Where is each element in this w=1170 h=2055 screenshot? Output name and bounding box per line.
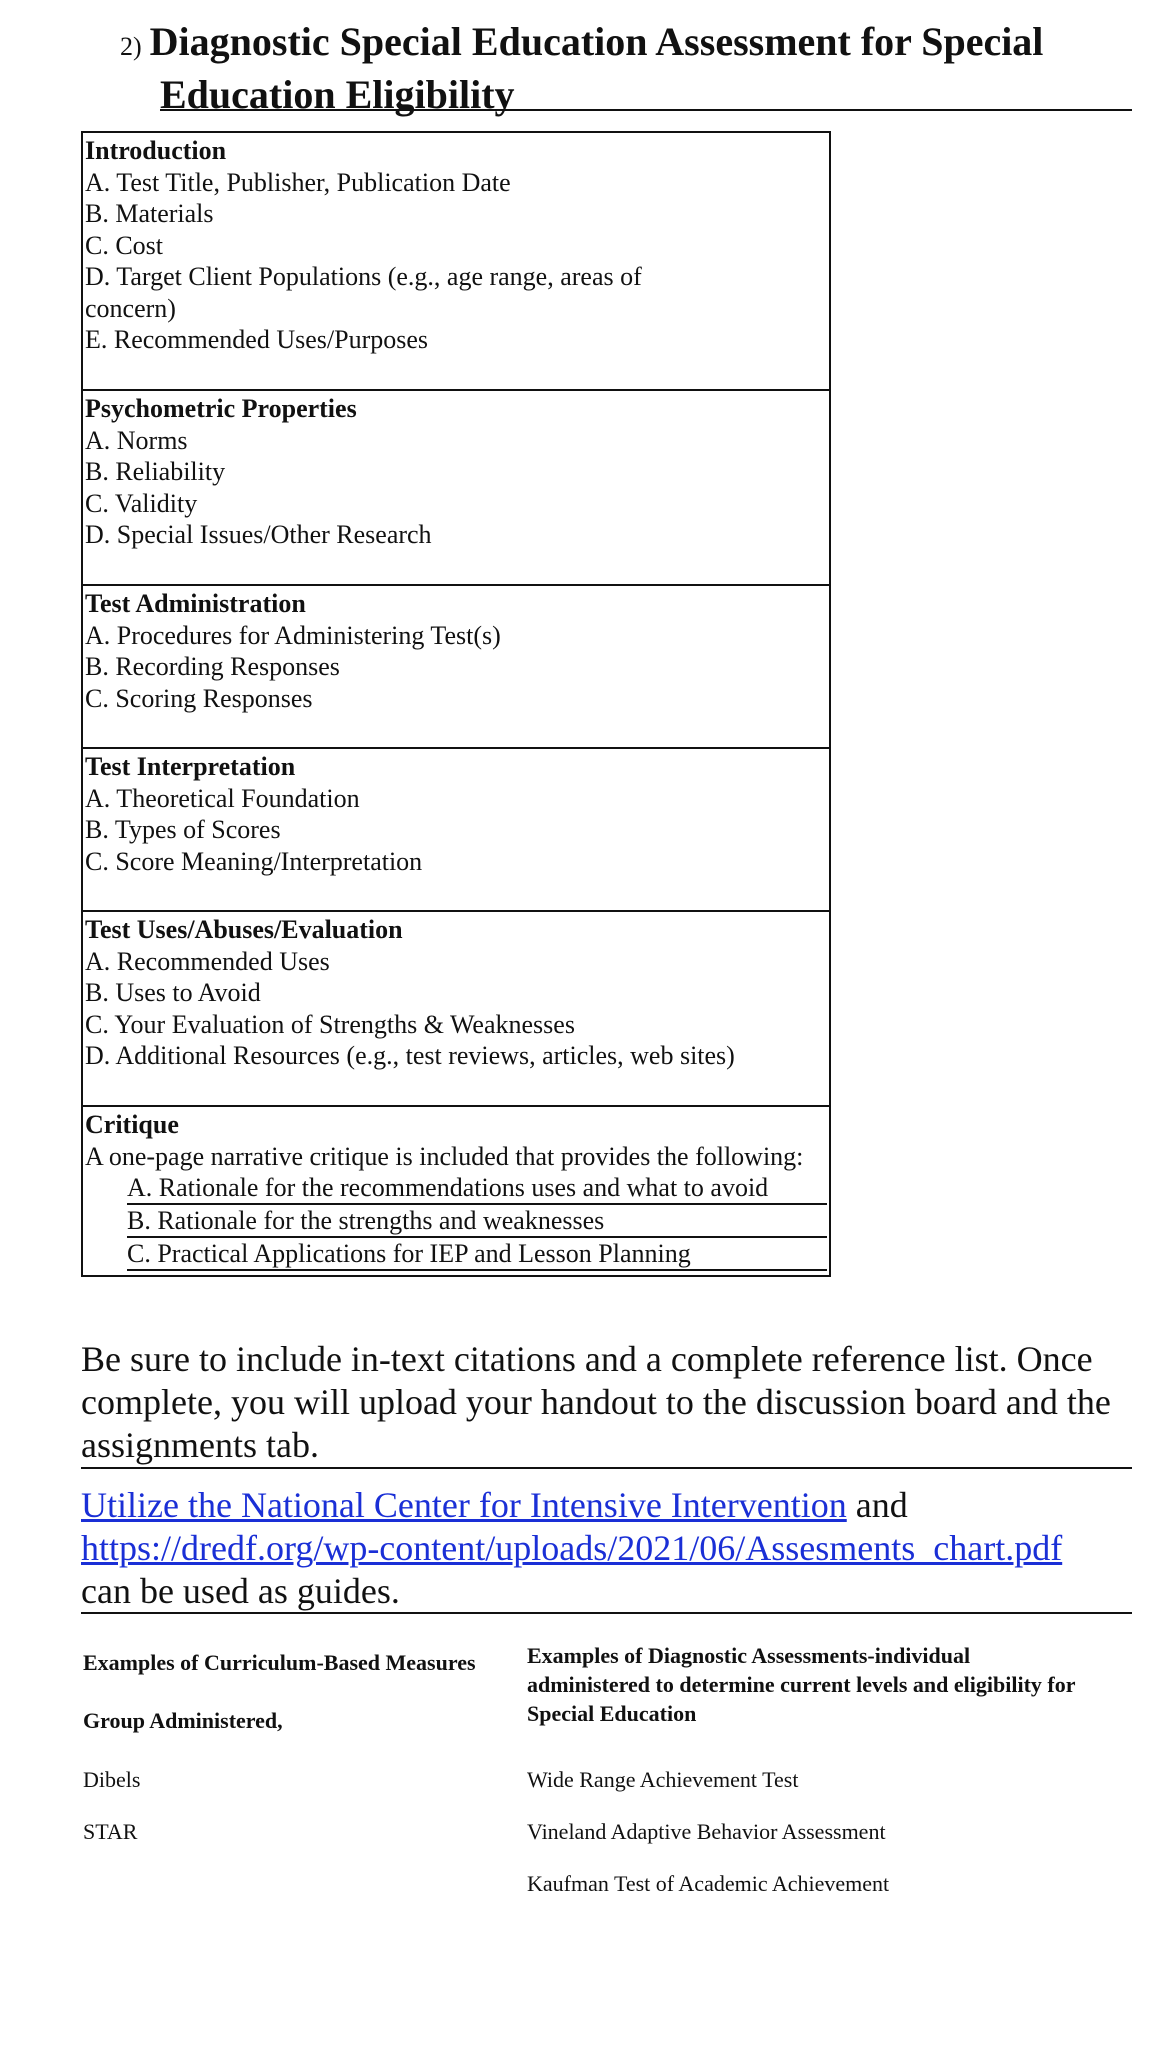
list-item: B. Reliability <box>85 457 226 486</box>
list-item: D. Target Client Populations (e.g., age range, areas of concern) <box>85 262 642 323</box>
table-cell: STAR <box>83 1818 138 1844</box>
heading-number: 2) <box>120 32 142 61</box>
dredf-chart-link[interactable]: https://dredf.org/wp-content/uploads/2021/06/Assesments_chart.pdf <box>81 1528 1063 1568</box>
table-row <box>81 1805 1081 1857</box>
list-item: D. Additional Resources (e.g., test reviews, articles, web sites) <box>85 1041 735 1070</box>
list-item: E. Recommended Uses/Purposes <box>85 325 429 354</box>
table-cell: Vineland Adaptive Behavior Assessment <box>527 1818 886 1844</box>
list-item: A. Recommended Uses <box>85 946 330 976</box>
heading-underline <box>160 109 1132 111</box>
column-header-line: Group Administered, <box>83 1708 283 1733</box>
table-cell: Wide Range Achievement Test <box>527 1766 799 1792</box>
list-item: B. Types of Scores <box>85 815 281 844</box>
table-row <box>81 1857 1081 1909</box>
divider <box>81 1467 1132 1469</box>
list-item: C. Validity <box>85 488 198 518</box>
guide-resources <box>81 1484 1131 1613</box>
list-item: A. Test Title, Publisher, Publication Date <box>85 167 511 197</box>
list-item: A. Norms <box>85 425 188 455</box>
list-item: A. Theoretical Foundation <box>85 783 360 813</box>
list-item: B. Recording Responses <box>85 652 340 681</box>
list-item: B. Uses to Avoid <box>85 978 261 1007</box>
column-header-curriculum-based <box>81 1634 525 1735</box>
table-cell: Dibels <box>83 1766 141 1792</box>
section-psychometric-properties <box>83 391 829 586</box>
table-cell <box>81 1857 525 1909</box>
section-title: Test Administration <box>85 589 306 618</box>
list-item: B. Materials <box>85 199 214 228</box>
section-test-administration <box>83 586 829 749</box>
section-test-uses <box>83 912 829 1107</box>
section-title: Test Interpretation <box>85 752 296 781</box>
heading-title-line2: Education Eligibility <box>160 72 515 117</box>
examples-table <box>81 1634 1081 1909</box>
guides-suffix: can be used as guides. <box>81 1571 400 1611</box>
heading-title-line1: Diagnostic Special Education Assessment for Special <box>149 19 1044 64</box>
table-cell: Kaufman Test of Academic Achievement <box>527 1870 890 1896</box>
section-title: Critique <box>85 1110 179 1139</box>
divider <box>81 1612 1132 1614</box>
list-item: C. Cost <box>85 230 164 260</box>
section-introduction <box>83 133 829 391</box>
column-header-line: Examples of Curriculum-Based Measures <box>83 1650 476 1675</box>
citation-instructions: Be sure to include in-text citations and a complete reference list. Once complete, you will upload your handout to the discussion board and the assignments tab. <box>81 1339 1111 1465</box>
section-title: Test Uses/Abuses/Evaluation <box>85 915 403 944</box>
list-item: D. Special Issues/Other Research <box>85 520 432 549</box>
assignment-heading <box>120 18 1130 119</box>
connector-text: and <box>855 1485 908 1525</box>
rubric-table <box>81 131 831 1277</box>
section-critique <box>83 1107 829 1275</box>
list-item: C. Your Evaluation of Strengths & Weaknesses <box>85 1009 575 1039</box>
critique-item: C. Practical Applications for IEP and Lesson Planning <box>127 1238 827 1271</box>
section-test-interpretation <box>83 749 829 912</box>
critique-item: B. Rationale for the strengths and weaknesses <box>127 1205 827 1238</box>
section-title: Psychometric Properties <box>85 394 357 423</box>
list-item: C. Scoring Responses <box>85 683 313 713</box>
critique-intro: A one-page narrative critique is included that provides the following: <box>85 1141 804 1171</box>
critique-item: A. Rationale for the recommendations uses and what to avoid <box>127 1172 827 1205</box>
list-item: C. Score Meaning/Interpretation <box>85 846 423 876</box>
list-item: A. Procedures for Administering Test(s) <box>85 620 501 650</box>
table-row <box>81 1735 1081 1805</box>
section-title: Introduction <box>85 136 227 165</box>
ncii-link[interactable]: Utilize the National Center for Intensive Intervention <box>81 1485 847 1525</box>
column-header-diagnostic: Examples of Diagnostic Assessments-individual administered to determine current levels and eligibility for Special Education <box>527 1643 1076 1726</box>
table-header-row <box>81 1634 1081 1735</box>
